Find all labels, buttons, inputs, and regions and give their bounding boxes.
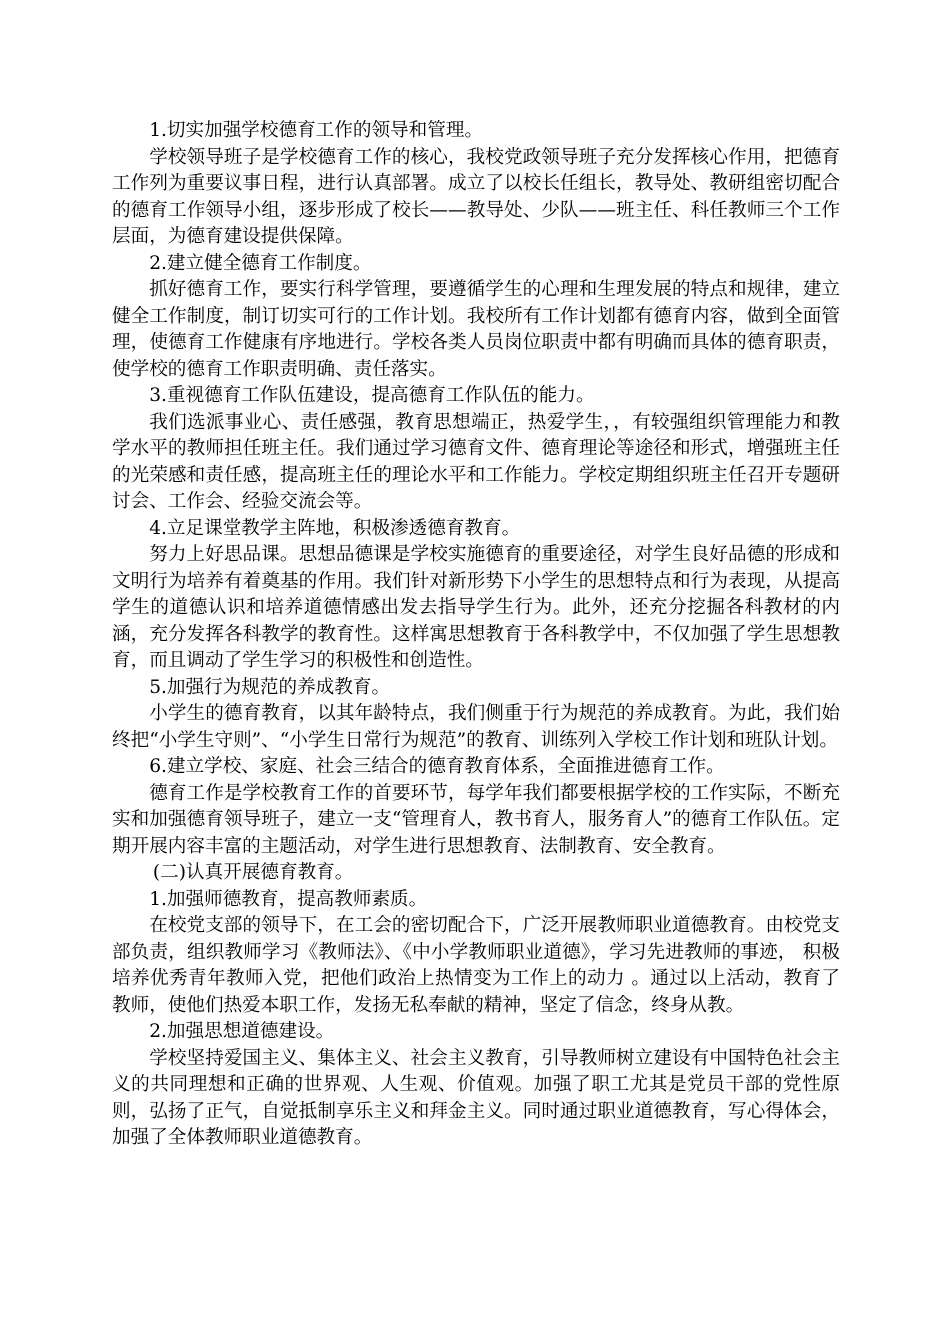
- heading-1: 1.加强师德教育，提高教师素质。: [149, 888, 428, 910]
- paragraph: 德育工作是学校教育工作的首要环节，每学年我们都要根据学校的工作实际，不断充实和加强德育领导班子，建立一支“管理育人，教书育人，服务育人”的德育工作队伍。定期开展内容丰富的主题活动，对学生进行思想教育、法制教育、安全教育。: [112, 782, 840, 857]
- heading-1: 1.切实加强学校德育工作的领导和管理。: [149, 120, 484, 141]
- paragraph: 学校领导班子是学校德育工作的核心，我校党政领导班子充分发挥核心作用，把德育工作列为重要议事日程，进行认真部署。成立了以校长任组长，教导处、教研组密切配合的德育工作领导小组，逐步形成了校长——教导处、少队——班主任、科任教师三个工作层面，为德育建设提供保障。: [112, 146, 840, 247]
- paragraph: 努力上好思品课。思想品德课是学校实施德育的重要途径，对学生良好品德的形成和文明行为培养有着奠基的作用。我们针对新形势下小学生的思想特点和行为表现，从提高学生的道德认识和培养道德情感出发去指导学生行为。此外，还充分挖掘各科教材的内涵，充分发挥各科教学的教育性。这样寓思想教育于各科教学中，不仅加强了学生思想教育，而且调动了学生学习的积极性和创造性。: [112, 544, 840, 671]
- paragraph: 学校坚持爱国主义、集体主义、社会主义教育，引导教师树立建设有中国特色社会主义的共同理想和正确的世界观、人生观、价值观。加强了职工尤其是党员干部的党性原则，弘扬了正气，自觉抵制享乐主义和拜金主义。同时通过职业道德教育，写心得体会，加强了全体教师职业道德教育。: [112, 1047, 840, 1148]
- section-heading: (二)认真开展德育教育。: [152, 862, 354, 883]
- paragraph: 小学生的德育教育，以其年龄特点，我们侧重于行为规范的养成教育。为此，我们始终把“小学生守则”、“小学生日常行为规范”的教育、训练列入学校工作计划和班队计划。: [112, 703, 840, 751]
- paragraph: 抓好德育工作，要实行科学管理，要遵循学生的心理和生理发展的特点和规律，建立健全工作制度，制订切实可行的工作计划。我校所有工作计划都有德育内容，做到全面管理，使德育工作健康有序地进行。学校各类人员岗位职责中都有明确而具体的德育职责，使学校的德育工作职责明确、责任落实。: [112, 279, 840, 380]
- document-body: [112, 118, 840, 1152]
- heading-4: 4.立足课堂教学主阵地，积极渗透德育教育。: [149, 517, 521, 539]
- heading-2: 2.加强思想道德建设。: [149, 1021, 335, 1042]
- paragraph: 在校党支部的领导下，在工会的密切配合下，广泛开展教师职业道德教育。由校党支部负责，组织教师学习《教师法》、《中小学教师职业道德》，学习先进教师的事迹， 积极培养优秀青年教师入党，把他们政治上热情变为工作上的动力 。通过以上活动，教育了教师，使他们热爱本职工作，发扬无私奉献的精神，坚定了信念，终身从教。: [112, 915, 840, 1016]
- heading-3: 3.重视德育工作队伍建设，提高德育工作队伍的能力。: [149, 385, 595, 406]
- heading-6: 6.建立学校、家庭、社会三结合的德育教育体系，全面推进德育工作。: [149, 756, 725, 777]
- heading-5: 5.加强行为规范的养成教育。: [149, 676, 391, 698]
- paragraph: 我们选派事业心、责任感强，教育思想端正，热爱学生，，有较强组织管理能力和教学水平的教师担任班主任。我们通过学习德育文件、德育理论等途径和形式，增强班主任的光荣感和责任感，提高班主任的理论水平和工作能力。学校定期组织班主任召开专题研讨会、工作会、经验交流会等。: [112, 411, 840, 512]
- heading-2: 2.建立健全德育工作制度。: [149, 252, 372, 274]
